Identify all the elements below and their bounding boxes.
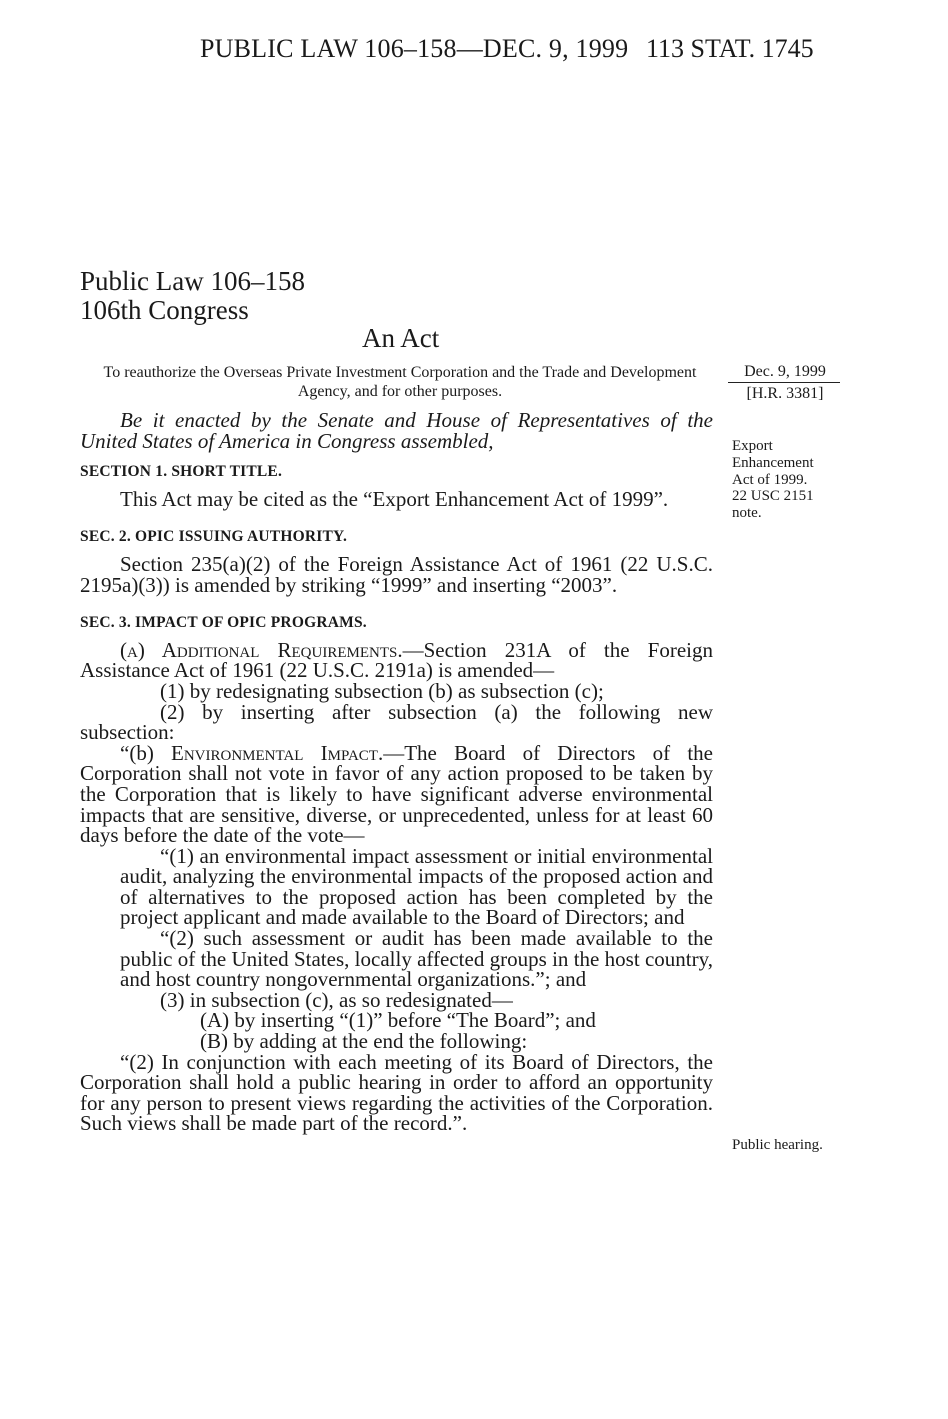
margin-note-line: Act of 1999. <box>732 471 808 488</box>
act-body <box>80 410 713 1134</box>
public-law-title <box>80 267 305 324</box>
subsection-b-heading: Environmental Impact. <box>171 740 384 765</box>
margin-note-line: Enhancement <box>732 454 814 471</box>
margin-note-line: note. <box>732 505 762 522</box>
quoted-clause-1: “(1) an environmental impact assessment or initial environmental audit, analyzing the environmental impacts of the proposed action and of alternatives to the proposed action has been completed by the project applicant and made available to the Board of Directors; and <box>120 843 713 930</box>
margin-note-line: Export <box>732 438 773 454</box>
statute-page-number: 113 STAT. 1745 <box>646 34 814 63</box>
subsection-a-heading: (a) Additional Requirements. <box>120 637 403 662</box>
section-3-heading: SEC. 3. IMPACT OF OPIC PROGRAMS. <box>80 614 367 632</box>
margin-note-line: 22 USC 2151 <box>732 488 814 505</box>
amendment-item-2: (2) by inserting after subsection (a) the following new subsection: <box>80 699 713 745</box>
subsection-b-paragraph <box>80 740 713 848</box>
margin-enactment-date: Dec. 9, 1999 <box>744 363 826 380</box>
section-1-heading: SECTION 1. SHORT TITLE. <box>80 463 283 481</box>
subsection-a-text: —Section 231A of the Foreign Assistance Act of 1961 (22 U.S.C. 2191a) is amended— <box>80 637 713 683</box>
amendment-item-3b: (B) by adding at the end the following: <box>200 1029 528 1054</box>
congress-number: 106th Congress <box>80 294 249 325</box>
public-hearing-provision: “(2) In conjunction with each meeting of its Board of Directors, the Corporation shall hold a public hearing in order to afford an opportunity for any person to present views regarding the activities of the Corporation. Such views shall be made part of the record.”. <box>80 1049 713 1136</box>
section-2-text: Section 235(a)(2) of the Foreign Assistance Act of 1961 (22 U.S.C. 2195a)(3)) is amended by striking “1999” and inserting “2003”. <box>80 551 713 597</box>
subsection-b-text: —The Board of Directors of the Corporation shall not vote in favor of any action proposed to be taken by the Corporation that is likely to have significant adverse environmental impacts that are sensitive, diverse, or unprecedented, unless for at least 60 days before the date of the vote— <box>80 740 713 848</box>
quoted-clause-2: “(2) such assessment or audit has been made available to the public of the United States, locally affected groups in the host country, and host country nongovernmental organizations.”; and <box>120 926 713 992</box>
margin-divider <box>728 382 840 383</box>
amendment-item-3a: (A) by inserting “(1)” before “The Board”; and <box>200 1008 596 1033</box>
running-header-title: PUBLIC LAW 106–158—DEC. 9, 1999 <box>200 34 629 63</box>
margin-note-public-hearing: Public hearing. <box>732 1137 823 1153</box>
margin-bill-number: [H.R. 3381] <box>746 385 824 402</box>
enacting-clause: Be it enacted by the Senate and House of Representatives of the United States of America in Congress assembled, <box>80 408 713 453</box>
act-heading: An Act <box>362 323 440 353</box>
amendment-item-1: (1) by redesignating subsection (b) as subsection (c); <box>160 678 604 703</box>
subsection-b-open: “(b) <box>120 740 172 765</box>
act-purpose: To reauthorize the Overseas Private Investment Corporation and the Trade and Development Agency, and for other purposes. <box>103 364 697 401</box>
public-law-number: Public Law 106–158 <box>80 266 305 296</box>
section-2-heading: SEC. 2. OPIC ISSUING AUTHORITY. <box>80 528 348 546</box>
section-1-text: This Act may be cited as the “Export Enhancement Act of 1999”. <box>120 486 669 511</box>
amendment-item-3: (3) in subsection (c), as so redesignated— <box>160 987 513 1012</box>
margin-note-short-title <box>732 438 814 522</box>
section-3a-paragraph <box>80 637 713 683</box>
